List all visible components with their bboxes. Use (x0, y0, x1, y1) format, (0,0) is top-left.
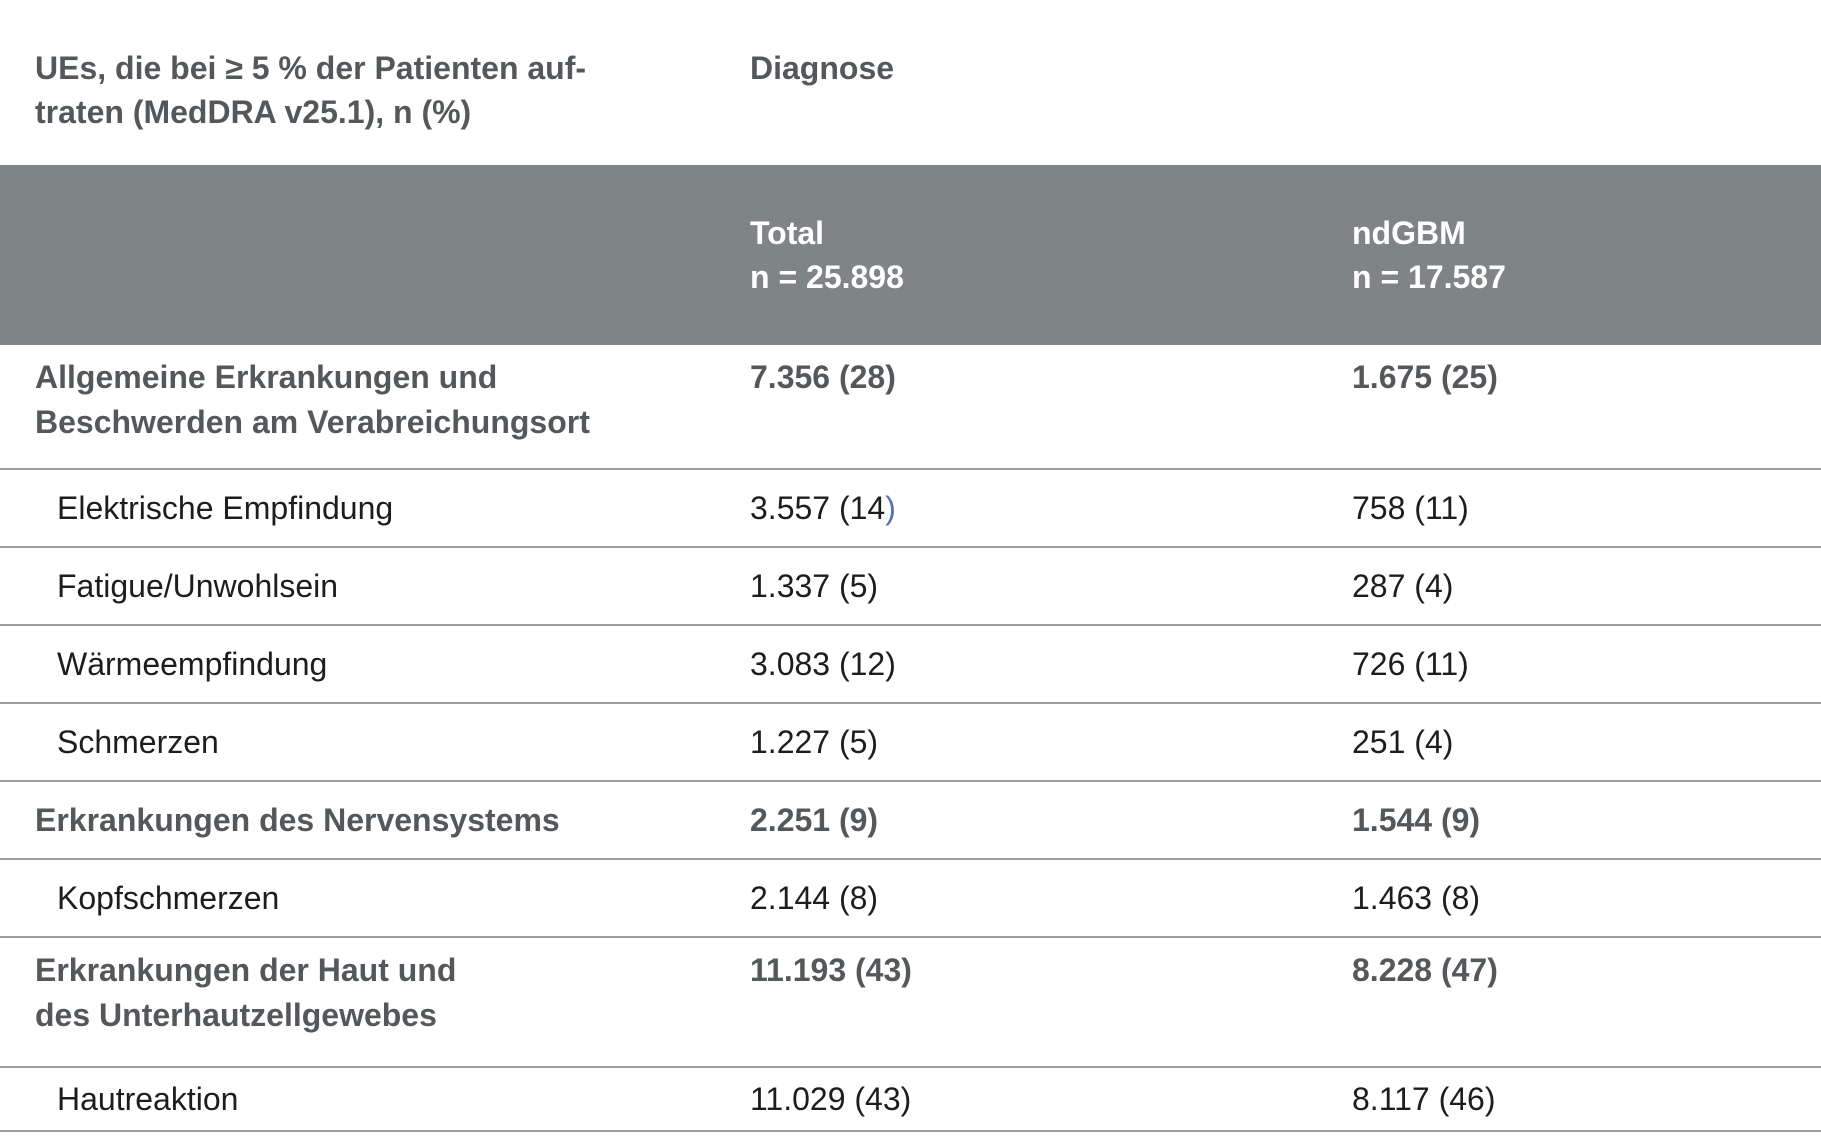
total-column-header (750, 211, 1352, 299)
row-label: Wärmeempfindung (57, 645, 328, 682)
total-value: 2.144 (8) (750, 879, 879, 916)
ndgbm-value: 251 (4) (1352, 723, 1454, 760)
total-column-label: Total (750, 215, 825, 251)
row-label: Erkrankungen der Haut und des Unterhautzellgewebes (35, 952, 457, 1033)
total-value: 3.557 (14) (750, 489, 896, 526)
row-label: Allgemeine Erkrankungen und Beschwerden am Verabreichungsort (35, 359, 590, 440)
ndgbm-column-label: ndGBM (1352, 215, 1466, 251)
total-value: 11.029 (43) (750, 1080, 912, 1117)
row-label: Schmerzen (57, 723, 219, 760)
bottom-whitespace (0, 1132, 1821, 1146)
table-row (0, 1068, 1821, 1132)
table-row (0, 548, 1821, 626)
blue-parenthesis: ) (885, 489, 896, 526)
ndgbm-value: 726 (11) (1352, 645, 1469, 682)
row-label: Erkrankungen des Nervensystems (35, 801, 560, 838)
ndgbm-value: 1.675 (25) (1352, 359, 1498, 395)
row-label-header-line1: UEs, die bei ≥ 5 % der Patienten auf- (35, 50, 587, 86)
table-header-row (0, 0, 1821, 165)
table-row (0, 470, 1821, 548)
ndgbm-column-header (1352, 211, 1821, 299)
total-value: 3.083 (12) (750, 645, 896, 682)
total-value: 2.251 (9) (750, 801, 879, 838)
total-column-n: n = 25.898 (750, 259, 904, 295)
ndgbm-value: 287 (4) (1352, 567, 1454, 604)
ndgbm-column-n: n = 17.587 (1352, 259, 1506, 295)
row-label-header-line2: traten (MedDRA v25.1), n (%) (35, 94, 472, 130)
table-row (0, 938, 1821, 1068)
ndgbm-value: 758 (11) (1352, 489, 1469, 526)
ndgbm-value: 1.544 (9) (1352, 801, 1481, 838)
table-row (0, 626, 1821, 704)
table-row (0, 704, 1821, 782)
table-row (0, 345, 1821, 470)
diagnose-group-header-spacer (1352, 46, 1821, 165)
ndgbm-value: 1.463 (8) (1352, 879, 1481, 916)
diagnose-group-header: Diagnose (750, 50, 895, 86)
table-row (0, 860, 1821, 938)
row-label: Hautreaktion (57, 1080, 239, 1117)
total-value: 1.337 (5) (750, 567, 879, 604)
row-label: Fatigue/Unwohlsein (57, 567, 339, 604)
row-label: Elektrische Empfindung (57, 489, 394, 526)
column-header-band (0, 165, 1821, 345)
table-row (0, 782, 1821, 860)
ndgbm-value: 8.228 (47) (1352, 952, 1498, 988)
ndgbm-value: 8.117 (46) (1352, 1080, 1496, 1117)
total-value: 11.193 (43) (750, 952, 912, 988)
row-label: Kopfschmerzen (57, 879, 280, 916)
row-label-header (0, 46, 750, 165)
total-value: 7.356 (28) (750, 359, 896, 395)
total-value: 1.227 (5) (750, 723, 879, 760)
